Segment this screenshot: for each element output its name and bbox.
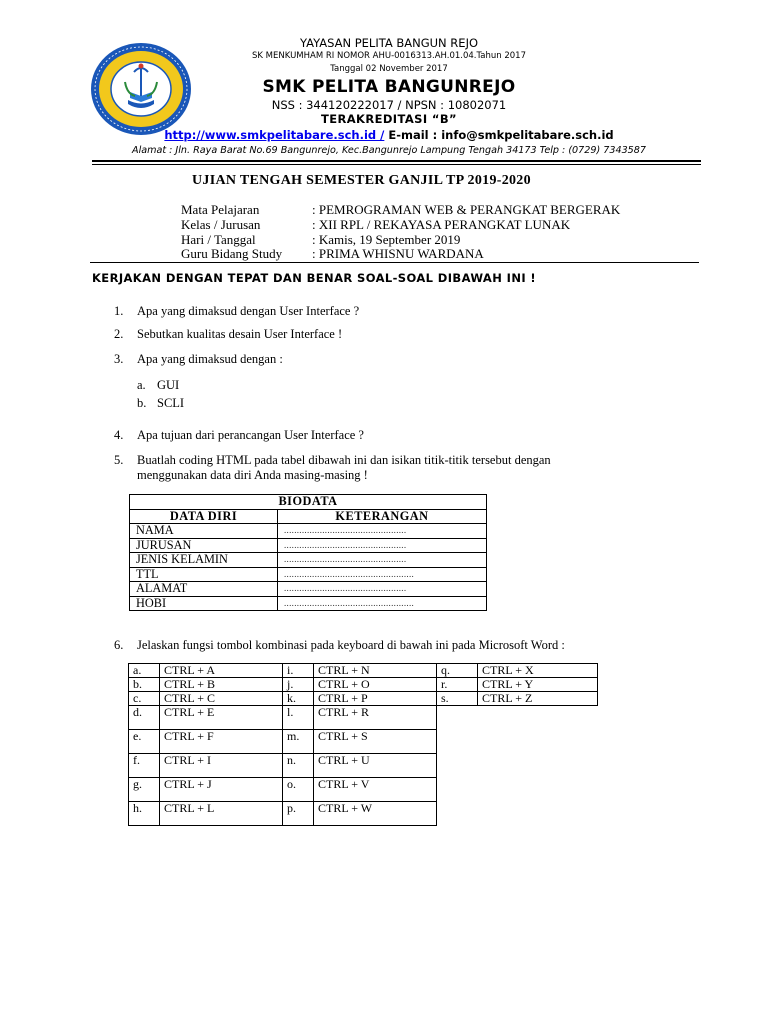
table-row (129, 706, 437, 730)
item-letter: r. (437, 678, 478, 692)
info-value: : PEMROGRAMAN WEB & PERANGKAT BERGERAK (312, 202, 621, 217)
table-row (130, 567, 487, 582)
key-combo: CTRL + N (314, 664, 437, 678)
header-divider-thin (92, 164, 701, 165)
item-letter: e. (129, 730, 160, 754)
question-text: Apa yang dimaksud dengan : (137, 352, 283, 366)
field-value: ................................................ (278, 553, 487, 568)
question-text: Apa tujuan dari perancangan User Interface ? (137, 428, 364, 442)
school-name: SMK PELITA BANGUNREJO (262, 77, 516, 97)
key-combo: CTRL + V (314, 778, 437, 802)
question-text: Buatlah coding HTML pada tabel dibawah ini dan isikan titik-titik tersebut dengan (137, 453, 551, 467)
item-letter: p. (283, 802, 314, 826)
table-row (129, 802, 437, 826)
accreditation: TERAKREDITASI “B” (320, 112, 457, 126)
field-label: ALAMAT (130, 582, 278, 597)
key-combo: CTRL + I (160, 754, 283, 778)
website-link[interactable]: http://www.smkpelitabare.sch.id / (164, 128, 385, 142)
key-combo: CTRL + E (160, 706, 283, 730)
info-value: : PRIMA WHISNU WARDANA (312, 246, 484, 261)
info-value: : XII RPL / REKAYASA PERANGKAT LUNAK (312, 217, 571, 232)
key-combo: CTRL + J (160, 778, 283, 802)
table-row (129, 754, 437, 778)
item-letter: g. (129, 778, 160, 802)
option-text: SCLI (157, 396, 185, 410)
field-value: ................................................... (278, 567, 487, 582)
table-row (130, 582, 487, 597)
table-row (437, 678, 598, 692)
key-combo: CTRL + C (160, 692, 283, 706)
key-combo: CTRL + Y (478, 678, 598, 692)
question-number: 2. (114, 327, 124, 341)
table-row (129, 778, 437, 802)
decree-date: Tanggal 02 November 2017 (330, 64, 448, 74)
table-row (130, 553, 487, 568)
question-text: Apa yang dimaksud dengan User Interface ? (137, 304, 360, 318)
table-row (129, 678, 437, 692)
key-combo: CTRL + U (314, 754, 437, 778)
question-number: 6. (114, 638, 124, 652)
column-header: DATA DIRI (130, 509, 278, 524)
field-label: NAMA (130, 524, 278, 539)
exam-title: UJIAN TENGAH SEMESTER GANJIL TP 2019-2020 (192, 173, 531, 188)
email-text: E-mail : info@smkpelitabare.sch.id (384, 128, 614, 142)
key-combo: CTRL + A (160, 664, 283, 678)
key-combo: CTRL + X (478, 664, 598, 678)
info-label: Guru Bidang Study (181, 246, 283, 261)
item-letter: c. (129, 692, 160, 706)
biodata-table (129, 494, 487, 611)
item-letter: o. (283, 778, 314, 802)
question-number: 5. (114, 453, 124, 467)
decree-number: SK MENKUMHAM RI NOMOR AHU-0016313.AH.01.04.Tahun 2017 (251, 51, 526, 61)
item-letter: f. (129, 754, 160, 778)
biodata-title: BIODATA (130, 495, 487, 510)
key-combo: CTRL + Z (478, 692, 598, 706)
table-row (437, 664, 598, 678)
item-letter: j. (283, 678, 314, 692)
field-value: ................................................ (278, 538, 487, 553)
item-letter: b. (129, 678, 160, 692)
shortcut-table-extra (436, 663, 598, 706)
item-letter: k. (283, 692, 314, 706)
table-row (130, 596, 487, 611)
item-letter: l. (283, 706, 314, 730)
key-combo: CTRL + W (314, 802, 437, 826)
field-label: JENIS KELAMIN (130, 553, 278, 568)
table-row (130, 524, 487, 539)
school-address: Alamat : Jln. Raya Barat No.69 Bangunrejo, Kec.Bangunrejo Lampung Tengah 34173 Telp : (0729) 7343587 (132, 145, 646, 156)
question-text: Jelaskan fungsi tombol kombinasi pada keyboard di bawah ini pada Microsoft Word : (137, 638, 565, 652)
item-letter: i. (283, 664, 314, 678)
school-ids: NSS : 344120222017 / NPSN : 10802071 (271, 98, 507, 112)
item-letter: s. (437, 692, 478, 706)
table-row (129, 730, 437, 754)
item-letter: a. (129, 664, 160, 678)
info-value: : Kamis, 19 September 2019 (312, 232, 461, 247)
field-label: TTL (130, 567, 278, 582)
option-letter: a. (137, 378, 146, 392)
table-row (129, 692, 437, 706)
question-number: 1. (114, 304, 124, 318)
key-combo: CTRL + S (314, 730, 437, 754)
key-combo: CTRL + P (314, 692, 437, 706)
option-text: GUI (157, 378, 180, 392)
info-label: Mata Pelajaran (181, 202, 260, 217)
header-divider (92, 160, 701, 162)
key-combo: CTRL + L (160, 802, 283, 826)
info-label: Kelas / Jurusan (181, 217, 261, 232)
table-row (437, 692, 598, 706)
item-letter: m. (283, 730, 314, 754)
field-value: ................................................ (278, 524, 487, 539)
question-text: Sebutkan kualitas desain User Interface ! (137, 327, 343, 341)
field-value: ................................................... (278, 596, 487, 611)
contact-line (5, 128, 768, 142)
option-letter: b. (137, 396, 147, 410)
field-label: JURUSAN (130, 538, 278, 553)
key-combo: CTRL + O (314, 678, 437, 692)
question-text-continued: menggunakan data diri Anda masing-masing ! (137, 468, 368, 482)
field-label: HOBI (130, 596, 278, 611)
item-letter: h. (129, 802, 160, 826)
table-row (129, 664, 437, 678)
table-row (130, 538, 487, 553)
instructions: KERJAKAN DENGAN TEPAT DAN BENAR SOAL-SOAL DIBAWAH INI ! (92, 271, 537, 285)
foundation-name: YAYASAN PELITA BANGUN REJO (299, 36, 479, 50)
key-combo: CTRL + B (160, 678, 283, 692)
column-header: KETERANGAN (278, 509, 487, 524)
key-combo: CTRL + F (160, 730, 283, 754)
item-letter: n. (283, 754, 314, 778)
shortcut-table (128, 663, 437, 826)
info-divider (90, 262, 699, 263)
question-number: 4. (114, 428, 124, 442)
item-letter: q. (437, 664, 478, 678)
key-combo: CTRL + R (314, 706, 437, 730)
info-label: Hari / Tanggal (181, 232, 256, 247)
question-number: 3. (114, 352, 124, 366)
item-letter: d. (129, 706, 160, 730)
field-value: ................................................ (278, 582, 487, 597)
